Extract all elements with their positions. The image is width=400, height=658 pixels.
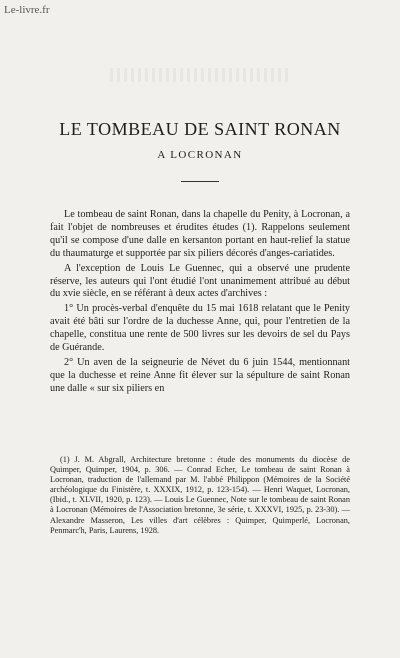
paragraph: 1° Un procès-verbal d'enquête du 15 mai 1618 relatant que le Penity avait été bâti sur l'ordre de la duchesse Anne, qui, pour l'entretien de la chapelle, constitua une rente de 500 livres sur les devoirs de sel du Pays de Guérande. <box>50 303 350 354</box>
article-title: LE TOMBEAU DE SAINT RONAN <box>59 119 341 139</box>
paragraph: Le tombeau de saint Ronan, dans la chapelle du Penity, à Locronan, a fait l'objet de nombreuses et érudites études (1). Rappelons seulement qu'il se compose d'une dalle en kersanton portant en haut-relief la statue du thaumaturge et supportée par six piliers décorés d'anges-cariatides. <box>50 209 350 259</box>
article-subtitle: A LOCRONAN <box>157 149 243 161</box>
title-divider <box>181 181 219 182</box>
paragraph: A l'exception de Louis Le Guennec, qui a observé une prudente réserve, les auteurs qui l'ont étudié l'ont unanimement attribué au début du xvie siècle, en se référant à deux actes d'archives : <box>50 262 350 300</box>
watermark: Le-livre.fr <box>4 4 50 16</box>
footnote <box>50 455 350 536</box>
bleed-through-shadow <box>110 68 290 82</box>
paragraph: 2° Un aven de la seigneurie de Névet du 6 juin 1544, mentionnant que la duchesse et reine Anne fit élever sur la sépulture de saint Ronan une dalle « sur six piliers en <box>50 356 350 394</box>
footnote-text: (1) J. M. Abgrall, Architecture bretonne : étude des monuments du diocèse de Quimper, Quimper, 1904, p. 306. — Conrad Echer, Le tombeau de saint Ronan à Locronan, traduction de l'allemand par M. l'abbé Philippon (Mémoires de la Société archéologique du Finistère, t. XXXIX, 1912, p. 123-154). — Henri Waquet, Locronan, (Ibid., t. XLVII, 1920, p. 123). — Louis Le Guennec, Note sur le tombeau de saint Ronan à Locronan (Mémoires de l'Association bretonne, 3e série, t. XXXVI, 1925, p. 23-30). — Alexandre Masseron, Les villes d'art célèbres : Quimper, Quimperlé, Locronan, Penmarc'h, Paris, Laurens, 1928. <box>50 455 350 535</box>
body-text <box>50 209 350 398</box>
